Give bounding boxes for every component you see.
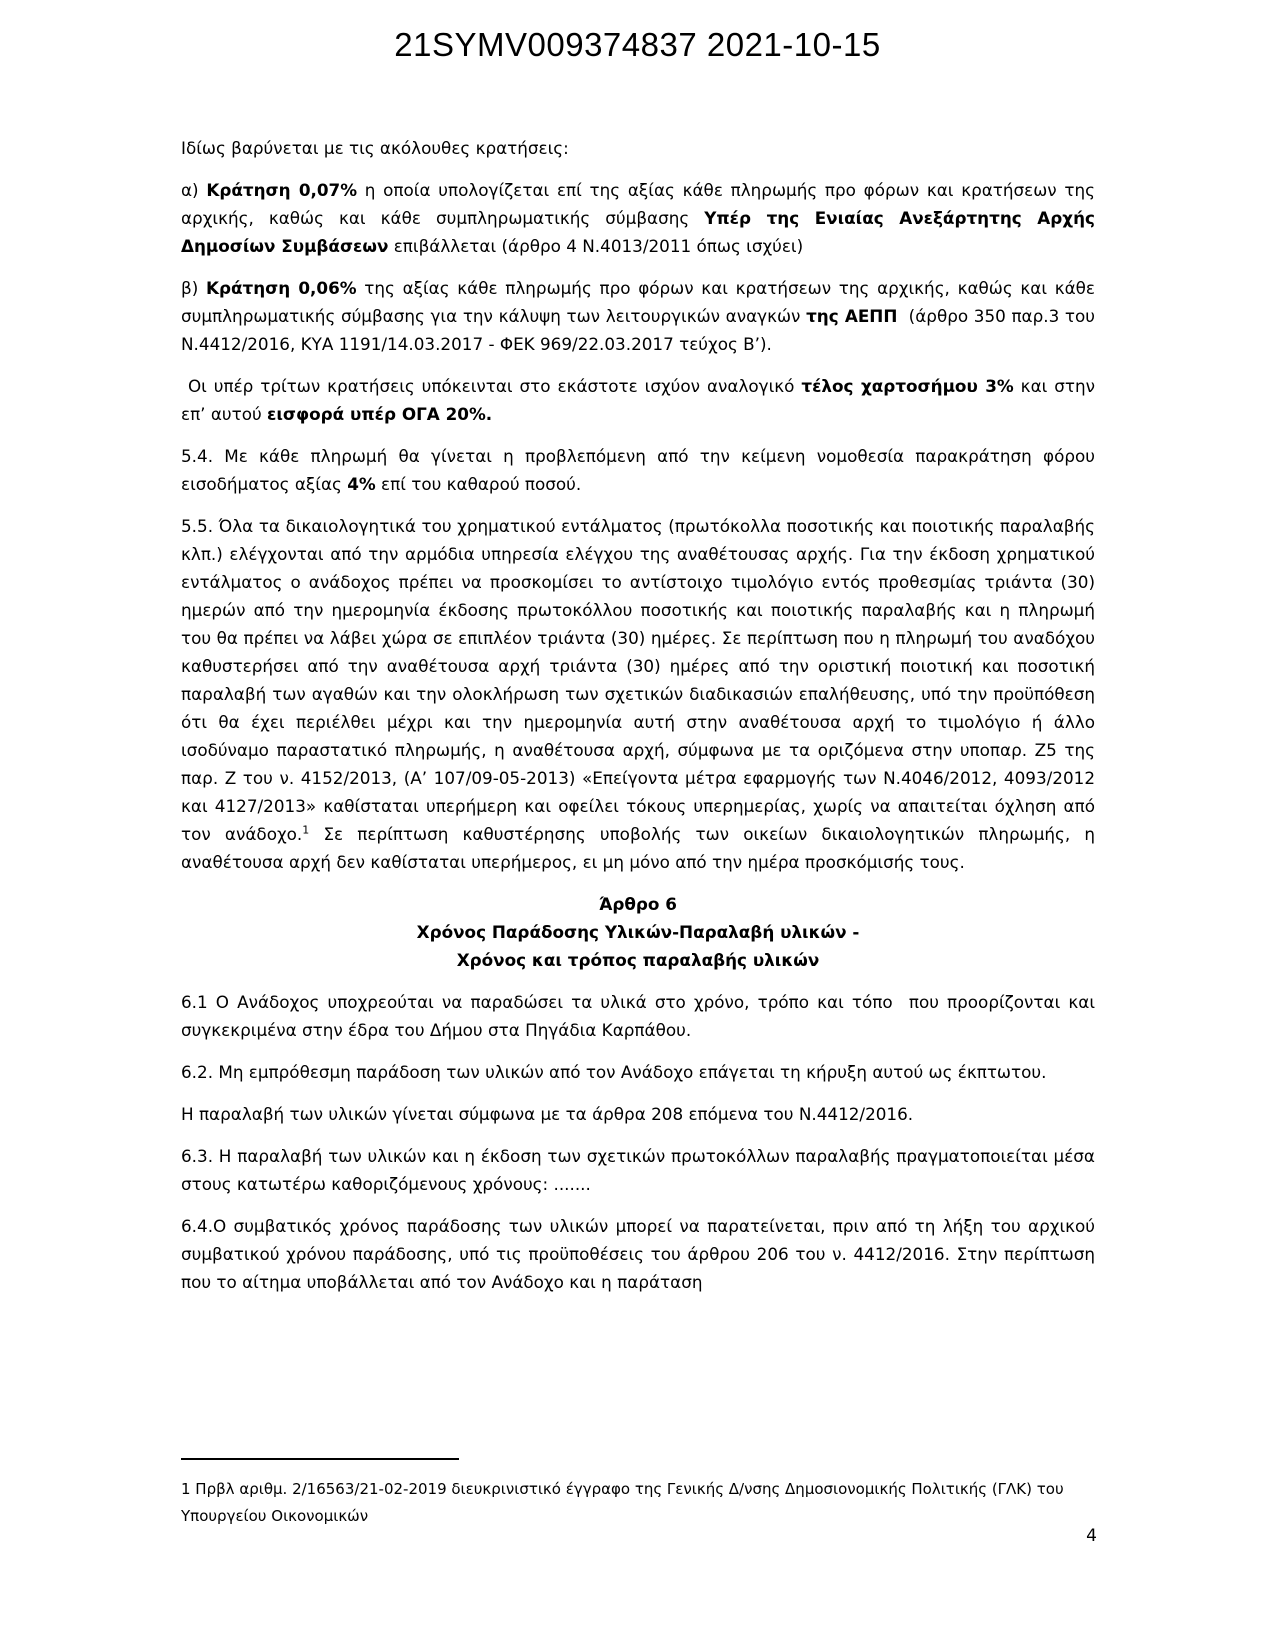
document-id-header: 21SYMV009374837 2021-10-15 (394, 26, 881, 63)
footnote-area (181, 1458, 1095, 1530)
text-run: και στην επ’ αυτού (181, 376, 1095, 424)
text-run: η οποία υπολογίζεται επί της αξίας κάθε πληρωμής προ φόρων και κρατήσεων της αρχικής, καθώς και κάθε συμπληρωματικής σύμβασης (181, 180, 1095, 228)
text-run: Ιδίως βαρύνεται με τις ακόλουθες κρατήσεις: (181, 138, 569, 158)
text-run: της ΑΕΠΠ (806, 306, 898, 326)
text-run: α) (181, 180, 207, 200)
text-run: εισφορά υπέρ ΟΓΑ 20%. (267, 404, 493, 424)
paragraph (181, 372, 1095, 428)
paragraph (181, 1058, 1095, 1086)
document-body (181, 134, 1095, 1296)
paragraph (181, 1142, 1095, 1198)
text-run: Κράτηση 0,06% (205, 278, 357, 298)
footnote-separator-line (181, 1458, 459, 1460)
text-run: 4% (347, 474, 376, 494)
footnote-text: 1 Πρβλ αριθμ. 2/16563/21-02-2019 διευκρινιστικό έγγραφο της Γενικής Δ/νσης Δημοσιονομικής Πολιτικής (ΓΛΚ) του Υπουργείου Οικονομικών (181, 1480, 1064, 1525)
text-run: 6.3. Η παραλαβή των υλικών και η έκδοση των σχετικών πρωτοκόλλων παραλαβής πραγματοποιείται μέσα στους κατωτέρω καθοριζόμενους χρόνους: ....... (181, 1146, 1095, 1194)
paragraph (181, 988, 1095, 1044)
article-heading (181, 890, 1095, 974)
paragraph (181, 512, 1095, 876)
text-run: επιβάλλεται (άρθρο 4 Ν.4013/2011 όπως ισχύει) (388, 236, 804, 256)
text-run: Κράτηση 0,07% (206, 180, 358, 200)
text-run: (άρθρο 350 παρ.3 του Ν.4412/2016, ΚΥΑ 1191/14.03.2017 - ΦΕΚ 969/22.03.2017 τεύχος Β’). (181, 306, 1096, 354)
text-run: της αξίας κάθε πληρωμής προ φόρων και κρατήσεων της αρχικής, καθώς και κάθε συμπληρωματικής σύμβασης για την κάλυψη των λειτουργικών αναγκών (181, 278, 1095, 326)
paragraph (181, 274, 1095, 358)
text-run: Η παραλαβή των υλικών γίνεται σύμφωνα με τα άρθρα 208 επόμενα του Ν.4412/2016. (181, 1104, 914, 1124)
paragraph (181, 442, 1095, 498)
page-number: 4 (1086, 1526, 1097, 1546)
text-run: 6.2. Μη εμπρόθεσμη παράδοση των υλικών από τον Ανάδοχο επάγεται τη κήρυξη αυτού ως έκπτωτου. (181, 1062, 1047, 1082)
paragraph (181, 1212, 1095, 1296)
text-run: β) (181, 278, 206, 298)
text-run: 5.4. Με κάθε πληρωμή θα γίνεται η προβλεπόμενη από την κείμενη νομοθεσία παρακράτηση φόρου εισοδήματος αξίας (181, 446, 1095, 494)
text-run: 5.5. Όλα τα δικαιολογητικά του χρηματικού εντάλματος (πρωτόκολλα ποσοτικής και ποιοτικής παραλαβής κλπ.) ελέγχονται από την αρμόδια υπηρεσία ελέγχου της αναθέτουσας αρχής. Για την έκδοση χρηματικού εντάλματος ο ανάδοχος πρέπει να προσκομίσει το αντίστοιχο τιμολόγιο εντός προθεσμίας τριάντα (30) ημερών από την ημερομηνία έκδοσης πρωτοκόλλου ποσοτικής και ποιοτικής παραλαβής και η πληρωμή του θα πρέπει να λάβει χώρα σε επιπλέον τριάντα (30) ημέρες. Σε περίπτωση που η πληρωμή του αναδόχου καθυστερήσει από την αναθέτουσα αρχή τριάντα (30) ημέρες από την οριστική ποιοτική και ποσοτική παραλαβή των αγαθών και την ολοκλήρωση των σχετικών διαδικασιών επαλήθευσης, υπό την προϋπόθεση ότι θα έχει περιέλθει μέχρι και την ημερομηνία αυτή στην αναθέτουσα αρχή το τιμολόγιο ή άλλο ισοδύναμο παραστατικό πληρωμής, η αναθέτουσα αρχή, σύμφωνα με τα οριζόμενα στην υποπαρ. Ζ5 της παρ. Ζ του ν. 4152/2013, (Α’ 107/09-05-2013) «Επείγοντα μέτρα εφαρμογής των Ν.4046/2012, 4093/2012 και 4127/2013» καθίσταται υπερήμερη και οφείλει τόκους υπερημερίας, χωρίς να απαιτείται όχληση από τον ανάδοχο. (181, 516, 1095, 844)
article-heading-line: Χρόνος Παράδοσης Υλικών-Παραλαβή υλικών - (416, 922, 860, 942)
text-run: επί του καθαρού ποσού. (375, 474, 582, 494)
text-run: Οι υπέρ τρίτων κρατήσεις υπόκεινται στο εκάστοτε ισχύον αναλογικό (181, 376, 802, 396)
paragraph (181, 1100, 1095, 1128)
text-run: 6.4.Ο συμβατικός χρόνος παράδοσης των υλικών μπορεί να παρατείνεται, πριν από τη λήξη του αρχικού συμβατικού χρόνου παράδοσης, υπό τις προϋποθέσεις του άρθρου 206 του ν. 4412/2016. Στην περίπτωση που το αίτημα υποβάλλεται από τον Ανάδοχο και η παράταση (181, 1216, 1095, 1292)
paragraph (181, 176, 1095, 260)
footnote-reference: 1 (302, 823, 310, 837)
article-heading-line: Χρόνος και τρόπος παραλαβής υλικών (456, 950, 820, 970)
article-heading-line: Άρθρο 6 (599, 894, 677, 914)
text-run: 6.1 Ο Ανάδοχος υποχρεούται να παραδώσει τα υλικά στο χρόνο, τρόπο και τόπο που προορίζονται και συγκεκριμένα στην έδρα του Δήμου στα Πηγάδια Καρπάθου. (181, 992, 1095, 1040)
text-run: Σε περίπτωση καθυστέρησης υποβολής των οικείων δικαιολογητικών πληρωμής, η αναθέτουσα αρχή δεν καθίσταται υπερήμερος, ει μη μόνο από την ημέρα προσκόμισής τους. (181, 824, 1096, 872)
text-run: τέλος χαρτοσήμου 3% (801, 376, 1014, 396)
paragraph (181, 134, 1095, 162)
text-run: Υπέρ της Ενιαίας Ανεξάρτητης Αρχής Δημοσίων Συμβάσεων (181, 208, 1095, 256)
